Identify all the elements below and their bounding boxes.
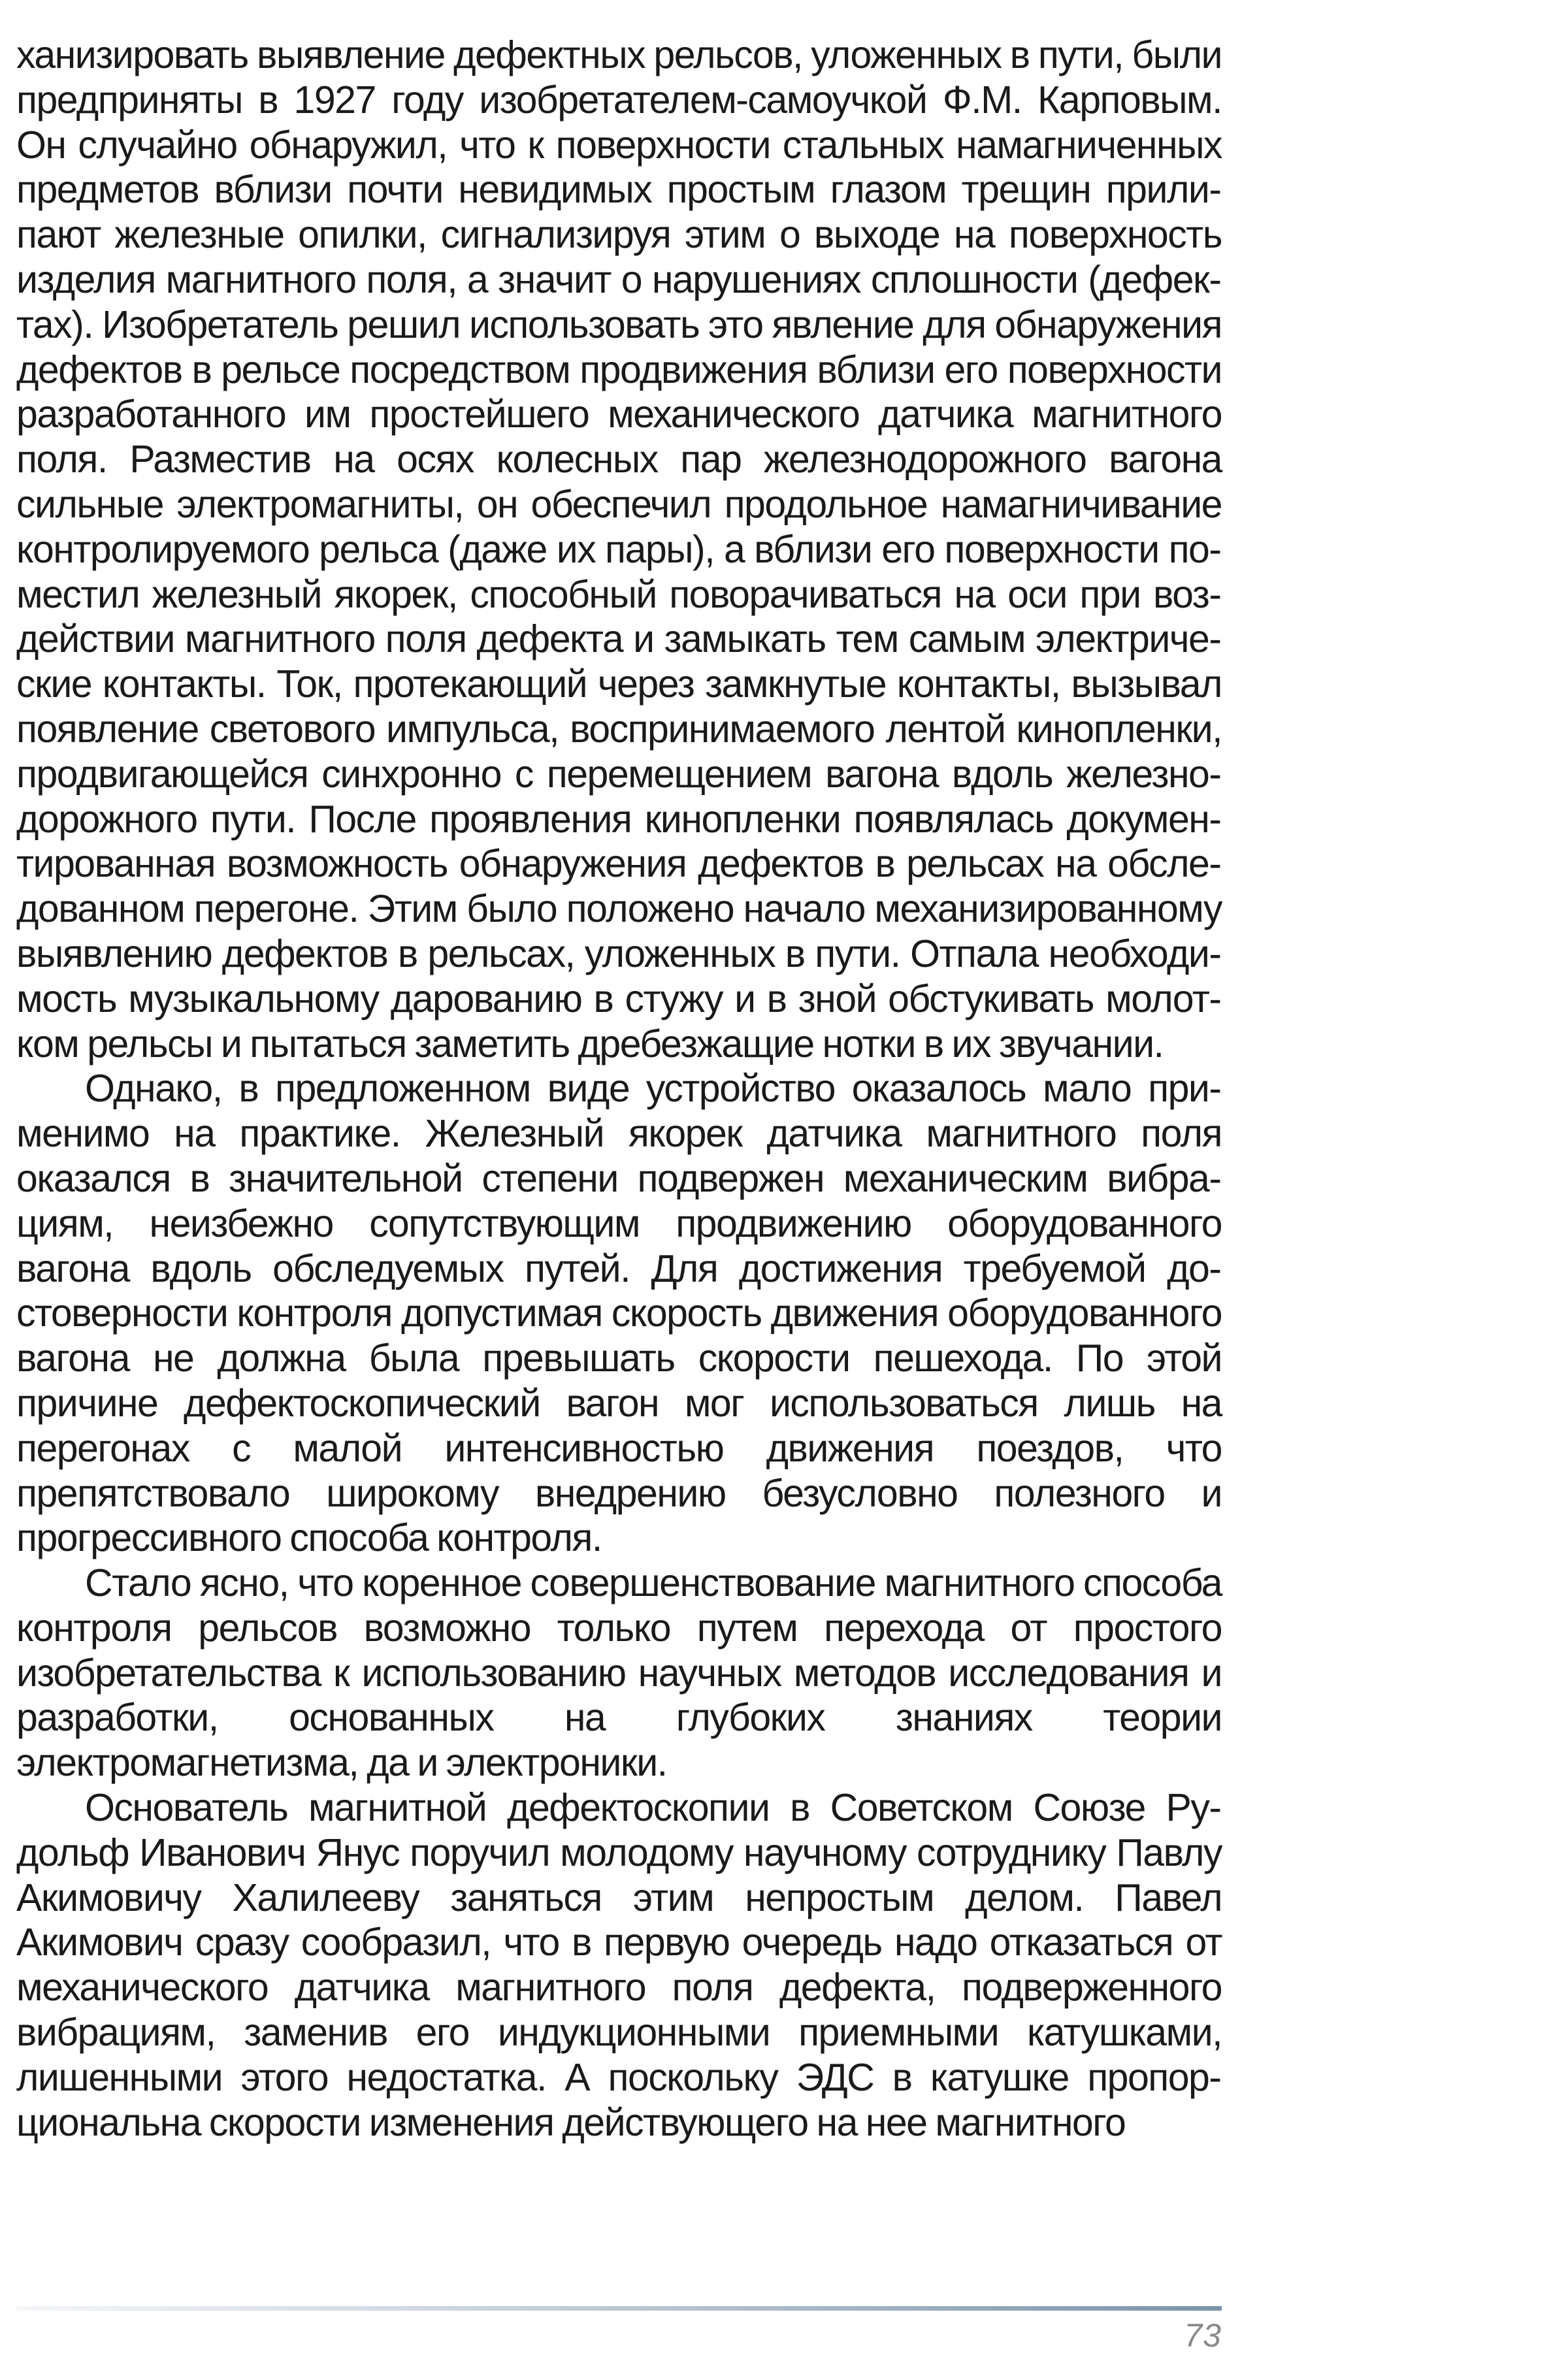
footer-divider xyxy=(16,2306,1222,2311)
page-number: 73 xyxy=(1184,2317,1222,2354)
paragraph-1: ханизировать выявление дефектных рельсов, уложенных в пути, были предприняты в 1927 году изобретателем-самоучкой Ф.М. Карповым. Он случайно обнаружил, что к поверхности стальных намагниченных предметов вблизи почти невидимых простым глазом трещин прилипают железные опилки, сигнализируя этим о выходе на поверхность изделия магнитного поля, а значит о нарушениях сплошности (дефектах). Изобретатель решил использовать это явление для обнаружения дефектов в рельсе посредством продвижения вблизи его поверхности разработанного им простейшего механического датчика магнитного поля. Разместив на осях колесных пар железнодорожного вагона сильные электромагниты, он обеспечил продольное намагничивание контролируемого рельса (даже их пары), а вблизи его поверхности поместил железный якорек, способный поворачиваться на оси при воздействии магнитного поля дефекта и замыкать тем самым электрические контакты. Ток, протекающий через замкнутые контакты, вызывал появление светового импульса, воспринимаемого лентой кинопленки, продвигающейся синхронно с перемещением вагона вдоль железнодорожного пути. После проявления кинопленки появлялась документированная возможность обнаружения дефектов в рельсах на обследованном перегоне. Этим было положено начало механизированному выявлению дефектов в рельсах, уложенных в пути. Отпала необходимость музыкальному дарованию в стужу и в зной обстукивать молотком рельсы и пытаться заметить дребезжащие нотки в их звучании. xyxy=(16,33,1222,1066)
body-text xyxy=(16,33,1222,2145)
paragraph-3: Стало ясно, что коренное совершенствование магнитного способа контроля рельсов возможно только путем перехода от простого изобретательства к использованию научных методов исследования и разработки, основанных на глубоких знаниях теории электромагнетизма, да и электроники. xyxy=(16,1561,1222,1785)
paragraph-4: Основатель магнитной дефектоскопии в Советском Союзе Рудольф Иванович Янус поручил молодому научному сотруднику Павлу Акимовичу Халилееву заняться этим непростым делом. Павел Акимович сразу сообразил, что в первую очередь надо отказаться от механического датчика магнитного поля дефекта, подверженного вибрациям, заменив его индукционными приемными катушками, лишенными этого недостатка. А поскольку ЭДС в катушке пропорциональна скорости изменения действующего на нее магнитного xyxy=(16,1786,1222,2144)
paragraph-2: Однако, в предложенном виде устройство оказалось мало применимо на практике. Железный якорек датчика магнитного поля оказался в значительной степени подвержен механическим вибрациям, неизбежно сопутствующим продвижению оборудованного вагона вдоль обследуемых путей. Для достижения требуемой достоверности контроля допустимая скорость движения оборудованного вагона не должна была превышать скорости пешехода. По этой причине дефектоскопический вагон мог использоваться лишь на перегонах с малой интенсивностью движения поездов, что препятствовало широкому внедрению безусловно полезного и прогрессивного способа контроля. xyxy=(16,1067,1222,1560)
